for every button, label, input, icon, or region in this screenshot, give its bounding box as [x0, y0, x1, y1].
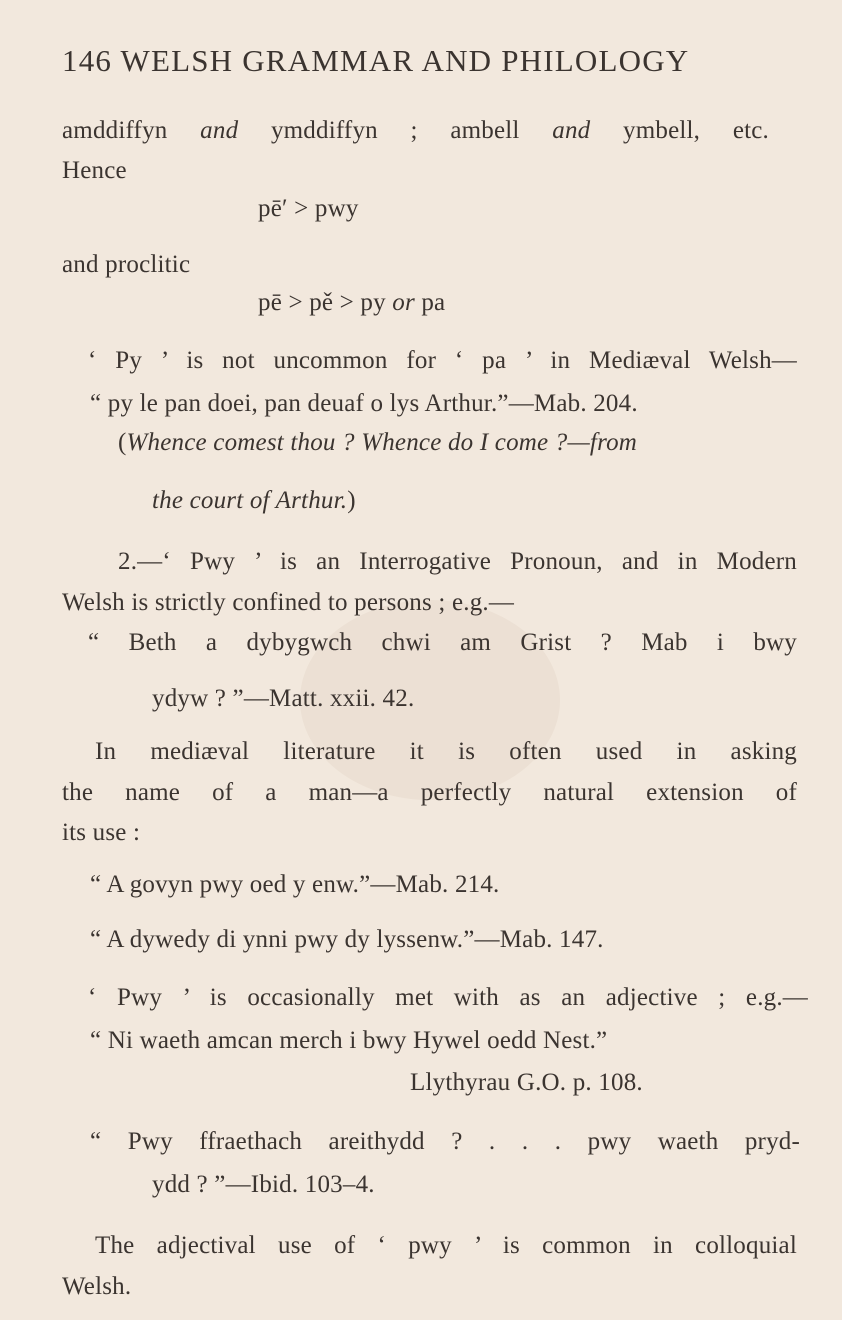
- text-line: [90, 389, 638, 419]
- text-line: [62, 1272, 131, 1302]
- text-segment: ymbell, etc.: [590, 117, 770, 144]
- text-line: [152, 1170, 375, 1200]
- text-line: [90, 925, 604, 955]
- text-line: [62, 250, 190, 280]
- text-segment: amddiffyn: [62, 117, 201, 144]
- italic-text: Whence comest thou ? Whence do I come ?—from: [126, 429, 638, 456]
- text-segment: “ py le pan doei, pan deuaf o lys Arthur.”—Mab. 204.: [90, 390, 638, 417]
- text-line: [90, 1026, 607, 1056]
- text-line: [95, 1231, 797, 1261]
- text-segment: ydd ? ”—Ibid. 103–4.: [152, 1171, 375, 1198]
- text-segment: “ Pwy ffraethach areithydd ? . . . pwy waeth pryd-: [90, 1128, 800, 1155]
- text-segment: “ A govyn pwy oed y enw.”—Mab. 214.: [90, 871, 500, 898]
- text-segment: and proclitic: [62, 251, 191, 278]
- italic-text: or: [392, 289, 415, 316]
- italic-text: the court of Arthur.: [152, 487, 348, 514]
- text-segment: its use :: [62, 819, 141, 846]
- text-segment: pa: [414, 289, 446, 316]
- text-segment: “ Ni waeth amcan merch i bwy Hywel oedd Nest.”: [90, 1027, 608, 1054]
- text-line: [62, 818, 140, 848]
- text-segment: ymddiffyn ; ambell: [238, 117, 553, 144]
- text-segment: Welsh is strictly confined to persons ; e.g.—: [62, 589, 515, 616]
- text-segment: ydyw ? ”—Matt. xxii. 42.: [152, 685, 415, 712]
- text-line: [118, 547, 797, 577]
- text-line: [90, 1127, 800, 1157]
- text-line: [152, 486, 356, 516]
- text-segment: In mediæval literature it is often used in asking: [95, 738, 797, 765]
- text-line: [95, 737, 797, 767]
- text-segment: the name of a man—a perfectly natural extension of: [62, 779, 797, 806]
- text-segment: 2.—‘ Pwy ’ is an Interrogative Pronoun, and in Modern: [118, 548, 797, 575]
- text-line: [88, 346, 797, 376]
- text-line: [62, 156, 127, 186]
- text-line: [62, 778, 797, 808]
- text-line: [258, 194, 359, 224]
- text-line: [152, 684, 414, 714]
- text-segment: Hence: [62, 157, 127, 184]
- text-line: [62, 116, 769, 146]
- text-line: [90, 870, 500, 900]
- italic-text: and: [200, 117, 239, 144]
- text-line: [258, 288, 445, 318]
- text-segment: pē > pě > py: [258, 289, 393, 316]
- text-segment: “ Beth a dybygwch chwi am Grist ? Mab i bwy: [88, 629, 797, 656]
- text-segment: ): [347, 487, 356, 514]
- text-segment: Llythyrau G.O. p. 108.: [410, 1069, 643, 1096]
- text-line: [88, 628, 797, 658]
- italic-text: and: [552, 117, 591, 144]
- text-line: [62, 588, 514, 618]
- running-head: 146 WELSH GRAMMAR AND PHILOLOGY: [62, 43, 690, 78]
- text-segment: The adjectival use of ‘ pwy ’ is common in colloquial: [95, 1232, 797, 1259]
- text-line: [410, 1068, 643, 1098]
- text-segment: pē′ > pwy: [258, 195, 359, 222]
- text-line: [118, 428, 637, 458]
- text-segment: “ A dywedy di ynni pwy dy lyssenw.”—Mab. 147.: [90, 926, 604, 953]
- text-line: [88, 983, 808, 1013]
- text-segment: (: [118, 429, 127, 456]
- text-segment: ‘ Pwy ’ is occasionally met with as an adjective ; e.g.—: [88, 984, 808, 1011]
- text-segment: ‘ Py ’ is not uncommon for ‘ pa ’ in Mediæval Welsh—: [88, 347, 797, 374]
- text-segment: Welsh.: [62, 1273, 132, 1300]
